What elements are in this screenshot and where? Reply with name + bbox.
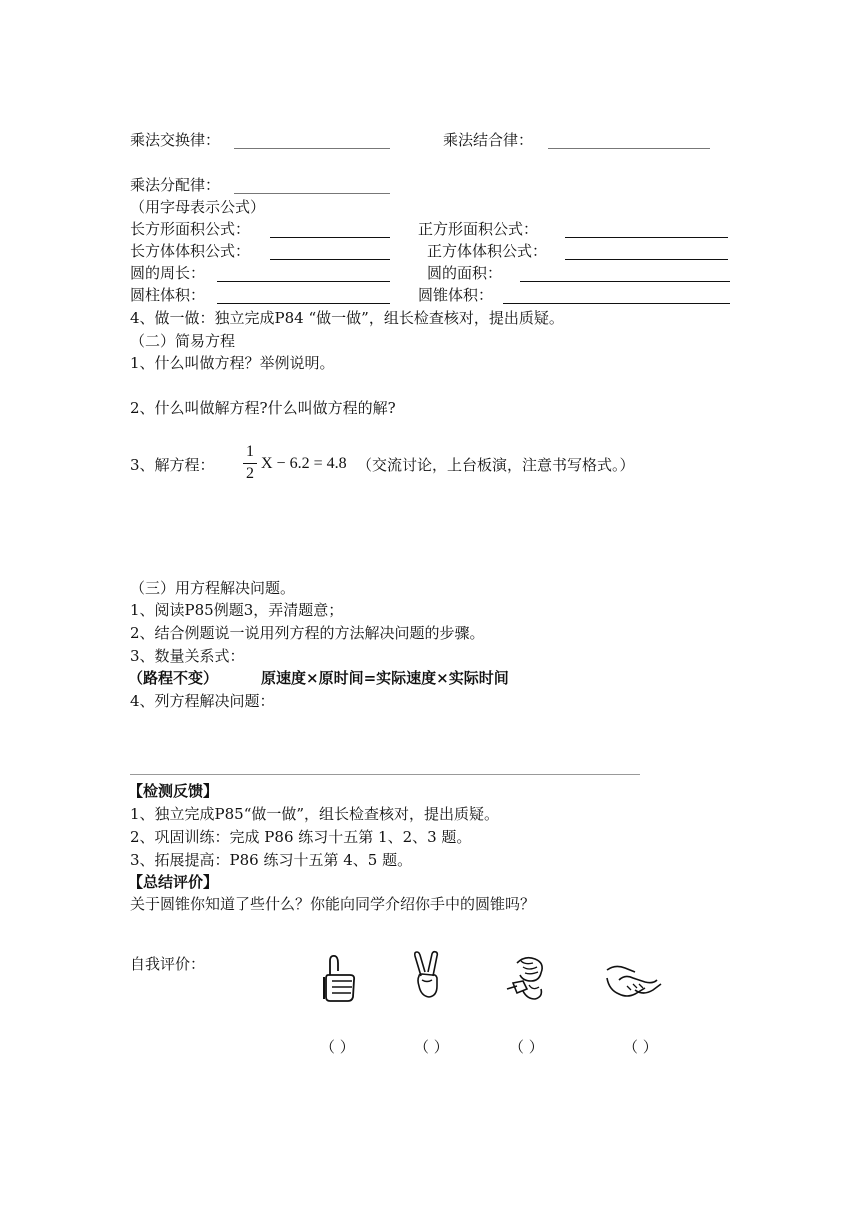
cube-volume-label: 正方体体积公式： [427, 242, 548, 260]
summary-title: 【总结评价】 [128, 873, 219, 891]
distributive-law-blank[interactable] [234, 193, 390, 194]
equation-body: X − 6.2 = 4.8 [261, 455, 347, 472]
section-2-q3-label: 3、解方程： [130, 456, 215, 474]
thinking-figure-icon [503, 953, 549, 1003]
thumbs-up-icon [318, 953, 360, 1003]
square-area-label: 正方形面积公式： [418, 220, 539, 238]
section-3-title: （三）用方程解决问题。 [130, 579, 296, 597]
circle-perimeter-blank[interactable] [217, 281, 390, 282]
feedback-item-2: 2、巩固训练：完成 P86 练习十五第 1、2、3 题。 [130, 828, 472, 846]
section-3-step-4: 4、列方程解决问题： [130, 692, 275, 710]
feedback-title: 【检测反馈】 [128, 782, 219, 800]
circle-area-blank[interactable] [520, 281, 730, 282]
self-eval-paren-2[interactable]: （ ） [414, 1038, 449, 1056]
distributive-law-label: 乘法分配律： [130, 176, 221, 194]
section-2-title: （二）简易方程 [130, 332, 236, 350]
self-eval-paren-1[interactable]: （ ） [320, 1038, 355, 1056]
self-eval-paren-3[interactable]: （ ） [509, 1038, 544, 1056]
circle-area-label: 圆的面积： [427, 264, 503, 282]
associative-law-label: 乘法结合律： [443, 131, 534, 149]
cone-volume-blank[interactable] [503, 303, 730, 304]
task-4: 4、做一做：独立完成P84 “做一做”，组长检查核对，提出质疑。 [130, 309, 564, 327]
section-3-step-3: 3、数量关系式： [130, 647, 245, 665]
self-eval-label: 自我评价： [130, 955, 206, 973]
section-2-q1: 1、什么叫做方程？举例说明。 [130, 354, 335, 372]
section-3-step-1: 1、阅读P85例题3，弄清题意； [130, 601, 344, 619]
relation-label: （路程不变） [128, 669, 219, 687]
self-eval-paren-4[interactable]: （ ） [623, 1038, 658, 1056]
rect-area-blank[interactable] [270, 237, 390, 238]
cuboid-volume-blank[interactable] [270, 259, 390, 260]
cuboid-volume-label: 长方体体积公式： [130, 242, 251, 260]
feedback-item-1: 1、独立完成P85“做一做”，组长检查核对，提出质疑。 [130, 805, 500, 823]
formula-note: （用字母表示公式） [130, 198, 266, 216]
feedback-item-3: 3、拓展提高：P86 练习十五第 4、5 题。 [130, 851, 413, 869]
associative-law-blank[interactable] [548, 148, 710, 149]
fraction-denominator: 2 [246, 465, 254, 482]
cylinder-volume-blank[interactable] [217, 303, 390, 304]
cone-volume-label: 圆锥体积： [418, 286, 494, 304]
relation-formula: 原速度×原时间=实际速度×实际时间 [261, 669, 509, 687]
section-divider [130, 774, 640, 775]
circle-perimeter-label: 圆的周长： [130, 264, 206, 282]
rect-area-label: 长方形面积公式： [130, 220, 251, 238]
handshake-icon [605, 960, 663, 1004]
cube-volume-blank[interactable] [565, 259, 728, 260]
square-area-blank[interactable] [565, 237, 728, 238]
fraction-bar [243, 463, 257, 464]
victory-hand-icon [410, 950, 444, 1000]
commutative-law-blank[interactable] [234, 148, 390, 149]
commutative-law-label: 乘法交换律： [130, 131, 221, 149]
cylinder-volume-label: 圆柱体积： [130, 286, 206, 304]
summary-question: 关于圆锥你知道了些什么？你能向同学介绍你手中的圆锥吗？ [130, 895, 536, 913]
section-2-q3-note: （交流讨论，上台板演，注意书写格式。） [357, 456, 635, 474]
section-3-step-2: 2、结合例题说一说用列方程的方法解决问题的步骤。 [130, 624, 485, 642]
fraction-numerator: 1 [246, 443, 254, 460]
section-2-q2: 2、什么叫做解方程?什么叫做方程的解? [130, 399, 396, 417]
